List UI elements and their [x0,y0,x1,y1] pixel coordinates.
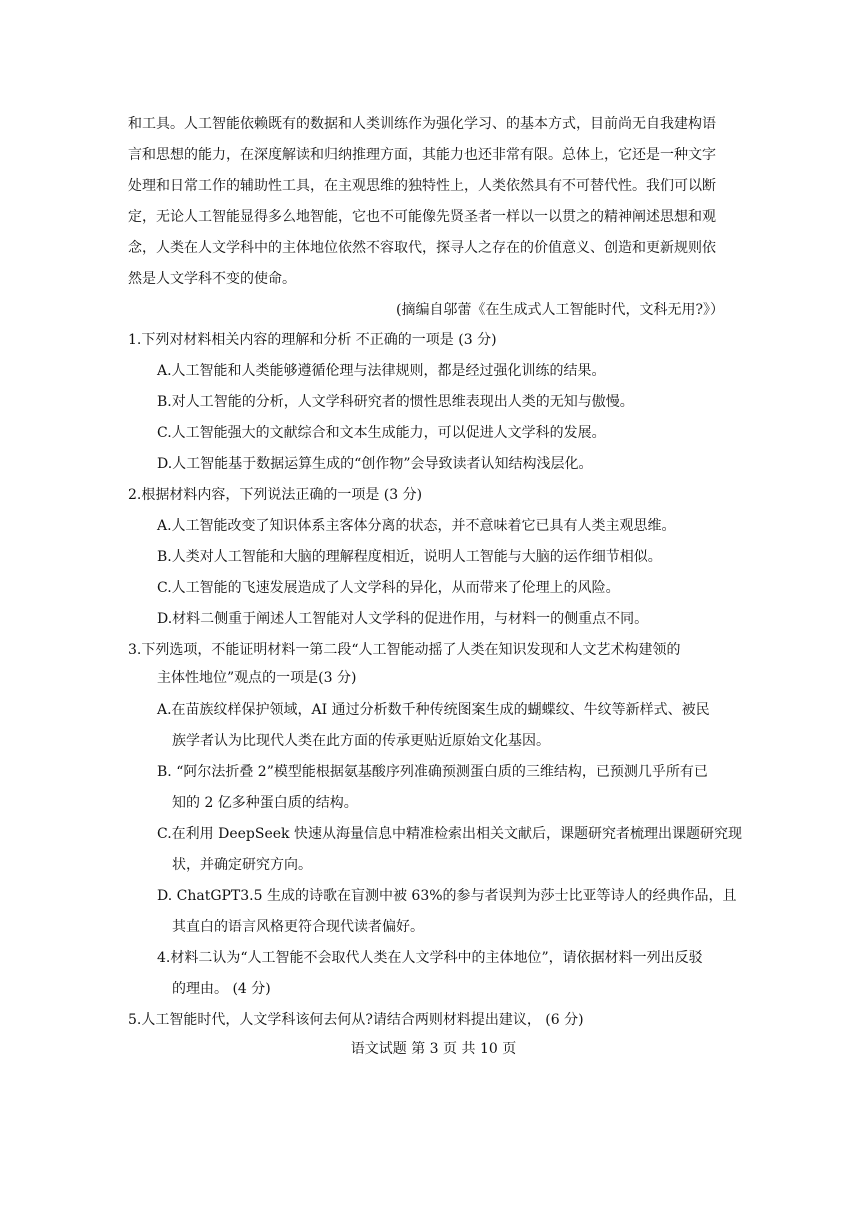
passage-source: (摘编自邬蕾《在生成式人工智能时代，文科无用?》） [396,302,724,318]
option-c: C.人工智能的飞速发展造成了人文学科的异化，从而带来了伦理上的风险。 [157,580,620,596]
option-b: B.人类对人工智能和大脑的理解程度相近，说明人工智能与大脑的运作细节相似。 [157,549,662,565]
question-stem: 3.下列选项，不能证明材料一第二段“人工智能动摇了人类在知识发现和人文艺术构建领的 [128,642,681,658]
option-d-continued: 其直白的语言风格更符合现代读者偏好。 [172,919,424,935]
option-d: D.人工智能基于数据运算生成的“创作物”会导致读者认知结构浅层化。 [157,456,593,472]
option-b: B.对人工智能的分析，人文学科研究者的惯性思维表现出人类的无知与傲慢。 [157,394,634,410]
passage-line: 然是人文学科不变的使命。 [128,271,296,287]
option-a: A.人工智能改变了知识体系主客体分离的状态，并不意味着它已具有人类主观思维。 [157,518,676,534]
question-stem: 1.下列对材料相关内容的理解和分析 不正确的一项是 (3 分) [128,332,497,348]
option-c: C.人工智能强大的文献综合和文本生成能力，可以促进人文学科的发展。 [157,425,606,441]
option-c-continued: 状，并确定研究方向。 [172,857,312,873]
question-stem: 2.根据材料内容，下列说法正确的一项是 (3 分) [128,487,423,503]
option-a-continued: 族学者认为比现代人类在此方面的传承更贴近原始文化基因。 [172,733,550,749]
question-stem: 4.材料二认为“人工智能不会取代人类在人文学科中的主体地位”，请依据材料一列出反驳 [157,950,703,966]
option-b-continued: 知的 2 亿多种蛋白质的结构。 [172,795,358,811]
passage-line: 念，人类在人文学科中的主体地位依然不容取代，探寻人之存在的价值意义、创造和更新规则依 [128,240,716,256]
passage-line: 定，无论人工智能显得多么地智能，它也不可能像先贤圣者一样以一以贯之的精神阐述思想和观 [128,209,716,225]
passage-line: 言和思想的能力，在深度解读和归纳推理方面，其能力也还非常有限。总体上，它还是一种文字 [128,147,716,163]
question-stem-continued: 的理由。 (4 分) [172,981,271,997]
option-d: D. ChatGPT3.5 生成的诗歌在盲测中被 63%的参与者误判为莎士比亚等诗人的经典作品，且 [157,888,737,904]
passage-line: 处理和日常工作的辅助性工具，在主观思维的独特性上，人类依然具有不可替代性。我们可以断 [128,178,716,194]
option-c: C.在利用 DeepSeek 快速从海量信息中精准检索出相关文献后，课题研究者梳理出课题研究现 [157,826,742,842]
option-a: A.在苗族纹样保护领域，AI 通过分析数千种传统图案生成的蝴蝶纹、牛纹等新样式、被民 [157,702,710,718]
page-footer: 语文试题 第 3 页 共 10 页 [350,1041,517,1057]
option-d: D.材料二侧重于阐述人工智能对人文学科的促进作用，与材料一的侧重点不同。 [157,611,649,627]
passage-line: 和工具。人工智能依赖既有的数据和人类训练作为强化学习、的基本方式，目前尚无自我建构语 [128,116,716,132]
option-a: A.人工智能和人类能够遵循伦理与法律规则，都是经过强化训练的结果。 [157,363,606,379]
question-stem: 主体性地位”观点的一项是(3 分) [157,670,357,686]
option-b: B. “阿尔法折叠 2”模型能根据氨基酸序列准确预测蛋白质的三维结构，已预测几乎所有已 [157,764,708,780]
question-stem: 5.人工智能时代，人文学科该何去何从?请结合两则材料提出建议， (6 分) [128,1012,584,1028]
